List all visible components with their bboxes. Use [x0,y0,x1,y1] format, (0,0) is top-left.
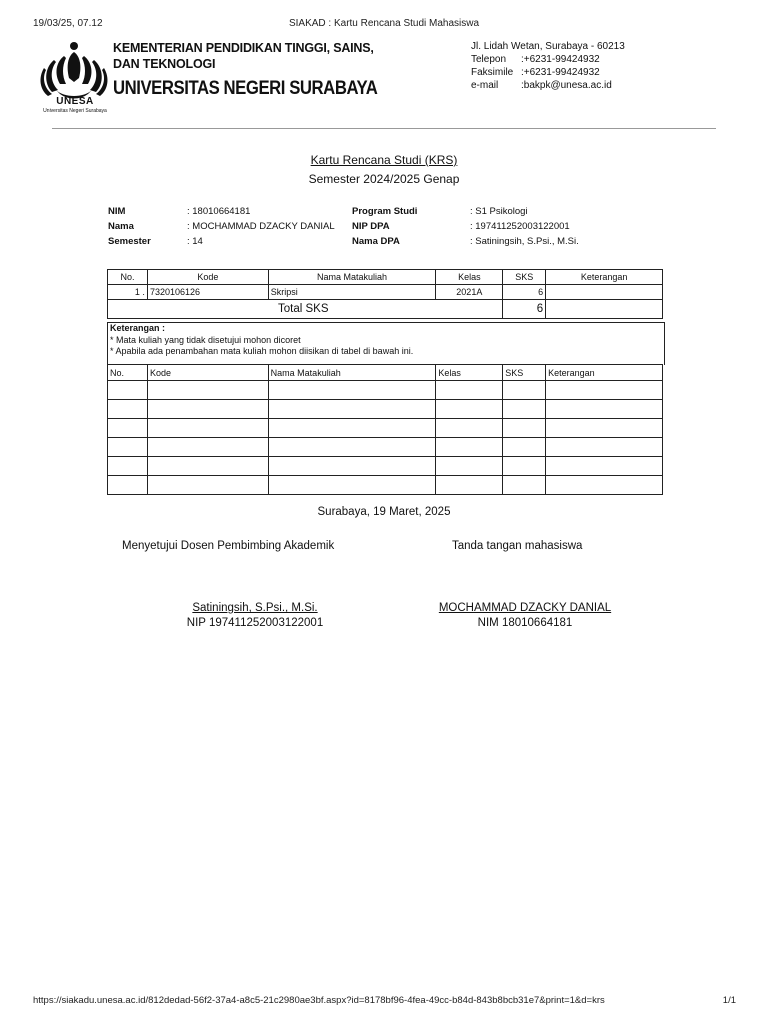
university-name: UNIVERSITAS NEGERI SURABAYA [113,78,378,99]
student-nim: NIM 18010664181 [477,617,573,629]
address: Jl. Lidah Wetan, Surabaya - 60213 [471,41,625,52]
col-no: No. [108,270,148,285]
student-name: MOCHAMMAD DZACKY DANIAL [438,602,612,614]
email: :bakpk@unesa.ac.id [521,80,612,91]
document-subtitle: Semester 2024/2025 Genap [308,172,460,186]
print-datetime: 19/03/25, 07.12 [33,18,103,29]
semester-label: Semester [108,236,151,247]
col-kelas: Kelas [436,270,503,285]
name-label: Nama [108,221,134,232]
print-page-number: 1/1 [722,995,736,1006]
advisor-caption: Menyetujui Dosen Pembimbing Akademik [122,540,335,552]
table-row [108,419,663,438]
table-row [108,285,663,300]
row-keterangan [546,285,663,300]
add-col-nama: Nama Matakuliah [268,365,436,381]
notes-box [107,322,665,365]
print-page-title: SIAKAD : Kartu Rencana Studi Mahasiswa [288,18,480,29]
addition-header-row [108,365,663,381]
place-date: Surabaya, 19 Maret, 2025 [317,506,451,518]
addition-table [107,364,663,495]
col-sks: SKS [503,270,546,285]
nip-dpa-label: NIP DPA [352,221,390,232]
table-row [108,476,663,495]
print-url: https://siakadu.unesa.ac.id/812dedad-56f2-37a4-a8c5-21c2980ae3bf.aspx?id=8178bf96-4fea-49cc-b84d-843b8bcb31e7&print=1&d=krs [33,995,605,1006]
total-sks: 6 [503,300,546,319]
col-keterangan: Keterangan [546,270,663,285]
name-dpa-value: : Satiningsih, S.Psi., M.Si. [470,236,579,247]
nim-label: NIM [108,206,126,217]
advisor-name: Satiningsih, S.Psi., M.Si. [192,602,318,614]
add-col-kelas: Kelas [436,365,503,381]
add-col-no: No. [108,365,148,381]
fax: :+6231-99424932 [521,67,600,78]
phone: :+6231-99424932 [521,54,600,65]
add-col-sks: SKS [503,365,546,381]
name-value: : MOCHAMMAD DZACKY DANIAL [187,221,335,232]
col-kode: Kode [147,270,268,285]
name-dpa-label: Nama DPA [352,236,400,247]
row-kode: 7320106126 [147,285,268,300]
row-nama: Skripsi [268,285,436,300]
nim-value: : 18010664181 [187,206,251,217]
total-row [108,300,663,319]
notes-line-2: * Apabila ada penambahan mata kuliah mohon diisikan di tabel di bawah ini. [110,346,414,356]
notes-line-1: * Mata kuliah yang tidak disetujui mohon dicoret [110,334,301,345]
total-keterangan [546,300,663,319]
ministry-line-2: DAN TEKNOLOGI [113,57,216,71]
nip-dpa-value: : 197411252003122001 [470,221,570,232]
table-row [108,438,663,457]
ministry-name [113,40,413,72]
add-col-kode: Kode [147,365,268,381]
advisor-nip: NIP 197411252003122001 [186,617,324,629]
table-row [108,400,663,419]
col-nama: Nama Matakuliah [268,270,436,285]
krs-header-row [108,270,663,285]
logo-subtext: Universitas Negeri Surabaya [43,108,107,114]
ministry-line-1: KEMENTERIAN PENDIDIKAN TINGGI, SAINS, [113,41,374,55]
program-value: : S1 Psikologi [470,206,528,217]
program-label: Program Studi [352,206,418,217]
header-divider [52,128,716,129]
semester-value: : 14 [187,236,203,247]
email-label: e-mail [471,80,499,91]
notes-title: Keterangan : [110,323,166,333]
phone-label: Telepon [471,54,507,65]
total-label: Total SKS [108,300,503,319]
logo-text: UNESA [56,96,94,107]
row-sks: 6 [503,285,546,300]
row-kelas: 2021A [436,285,503,300]
row-no: 1 . [108,285,148,300]
add-col-keterangan: Keterangan [546,365,663,381]
fax-label: Faksimile [471,67,514,78]
table-row [108,381,663,400]
table-row [108,457,663,476]
student-caption: Tanda tangan mahasiswa [452,540,583,552]
document-title: Kartu Rencana Studi (KRS) [310,153,458,167]
contact-block [471,40,625,92]
krs-table [107,269,663,319]
